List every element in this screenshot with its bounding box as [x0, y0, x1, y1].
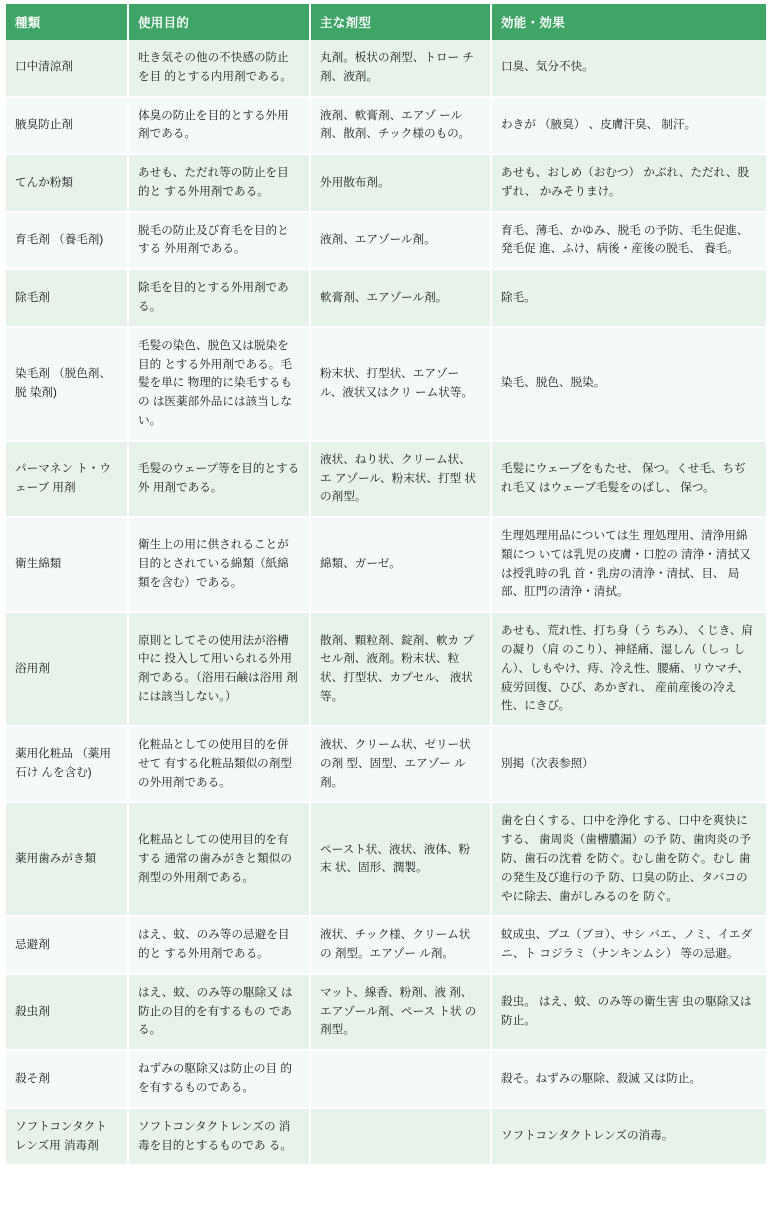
cell-effect: 口臭、気分不快。	[491, 40, 766, 97]
table-row	[6, 269, 766, 327]
table-header	[6, 4, 766, 40]
cell-purpose: はえ、蚊、のみ等の忌避を目的と する外用剤である。	[128, 916, 310, 974]
cell-purpose: あせも、ただれ等の防止を目的と する外用剤である。	[128, 154, 310, 212]
column-header-purpose: 使用目的	[128, 4, 310, 40]
cell-effect: 歯を白くする、口中を浄化 する、口中を爽快にする、 歯周炎（歯槽膿漏）の予 防、歯肉炎の予防、歯石の沈着 を防ぐ。むし歯を防ぐ。むし 歯の発生及び進行の予 防、口臭の防止、タバコのやに除去、歯がしみるのを 防ぐ。	[491, 802, 766, 916]
cell-form: 丸剤。板状の剤型、トロー チ剤、液剤。	[310, 40, 491, 97]
cell-effect: 蚊成虫、ブユ（ブヨ）、サシ バエ、ノミ、イエダニ、ト コジラミ（ナンキンムシ） 等の忌避。	[491, 916, 766, 974]
cell-form: 散剤、顆粒剤、錠剤、軟カ プセル剤、液剤。粉末状、粒状、打型状、カプセル、 液状等。	[310, 612, 491, 726]
table-row	[6, 1050, 766, 1108]
cell-form: マット、線香、粉剤、液 剤、エアゾール剤、ペース ト状 の剤型。	[310, 974, 491, 1050]
cell-purpose: 毛髪のウェープ等を目的とする外 用剤である。	[128, 441, 310, 517]
cell-purpose: ねずみの駆除又は防止の目 的を有するものである。	[128, 1050, 310, 1108]
cell-type: ソフトコンタクト レンズ用 消毒剤	[6, 1108, 128, 1166]
cell-effect: 毛髪にウェーブをもたせ、 保つ。くせ毛、ちぢれ毛又 はウェーブ毛髪をのばし、 保つ。	[491, 441, 766, 517]
table-row	[6, 154, 766, 212]
column-header-effect: 効能・効果	[491, 4, 766, 40]
cell-form: 綿類、ガーゼ。	[310, 517, 491, 612]
cell-form: 液状、ねり状、クリーム状、エ アゾール、粉末状、打型 状の剤型。	[310, 441, 491, 517]
cell-effect: 除毛。	[491, 269, 766, 327]
cell-effect: 生理処理用品については生 理処理用、清浄用綿類につ いては乳児の皮膚・口腔の 清浄・清拭又は授乳時の乳 首・乳房の清浄・清拭、目、 局部、肛門の清浄・清拭。	[491, 517, 766, 612]
table-header-row	[6, 4, 766, 40]
table-row	[6, 327, 766, 441]
table-row	[6, 974, 766, 1050]
cell-effect: 殺そ。ねずみの駆除、殺滅 又は防止。	[491, 1050, 766, 1108]
cell-type: てんか粉類	[6, 154, 128, 212]
cell-type: 衛生綿類	[6, 517, 128, 612]
table-row	[6, 40, 766, 97]
cell-form: 液状、クリーム状、ゼリー状の剤 型、固型、エアゾー ル剤。	[310, 726, 491, 802]
cell-purpose: 脱毛の防止及び育毛を目的とする 外用剤である。	[128, 212, 310, 270]
cell-effect: あせも、荒れ性、打ち身（う ちみ）、くじき、肩の凝り（肩 のこり）、神経痛、湿しん（しっ しん）、しもやけ、痔、冷え性、腰痛、リウマチ、 疲労回復、ひび、あかぎれ、 産前産後の冷え性、にきび。	[491, 612, 766, 726]
cell-purpose: 原則としてその使用法が浴槽中に 投入して用いられる外用 剤である。（浴用石鹸は浴用 剤には該当しない。）	[128, 612, 310, 726]
cell-type: 薬用化粧品 （薬用石け んを含む)	[6, 726, 128, 802]
cell-purpose: 衛生上の用に供されることが 目的とされている綿類（紙綿 類を含む）である。	[128, 517, 310, 612]
column-header-form: 主な剤型	[310, 4, 491, 40]
cell-effect: わきが （腋臭） 、皮膚汗臭、 制汗。	[491, 97, 766, 155]
cell-form: 液剤、エアゾール剤。	[310, 212, 491, 270]
drug-category-table	[6, 4, 766, 1166]
cell-effect: 染毛、脱色、脱染。	[491, 327, 766, 441]
cell-form: 軟膏剤、エアゾール剤。	[310, 269, 491, 327]
cell-form	[310, 1108, 491, 1166]
cell-form: 液剤、軟膏剤、エアゾ ール 剤、散剤、チック様のもの。	[310, 97, 491, 155]
cell-form: 液状、チック様、クリーム状の 剤型。エアゾー ル剤。	[310, 916, 491, 974]
cell-effect: 育毛、薄毛、かゆみ、脱毛 の予防、毛生促進、発毛促 進、ふけ、病後・産後の脱毛、 養毛。	[491, 212, 766, 270]
column-header-type: 種類	[6, 4, 128, 40]
table-row	[6, 441, 766, 517]
cell-purpose: 除毛を目的とする外用剤であ る。	[128, 269, 310, 327]
table-body	[6, 40, 766, 1165]
cell-purpose: ソフトコンタクトレンズの 消毒を目的とするものであ る。	[128, 1108, 310, 1166]
table-row	[6, 1108, 766, 1166]
table-row	[6, 212, 766, 270]
cell-effect: あせも、おしめ（おむつ） かぶれ、ただれ、股ずれ、 かみそりまけ。	[491, 154, 766, 212]
table-row	[6, 726, 766, 802]
cell-purpose: 化粧品としての使用目的を併せて 有する化粧品類似の剤型 の外用剤である。	[128, 726, 310, 802]
cell-purpose: 毛髪の染色、脱色又は脱染を目的 とする外用剤である。毛髪を単に 物理的に染毛するもの は医薬部外品には該当しな い。	[128, 327, 310, 441]
cell-type: 口中清涼剤	[6, 40, 128, 97]
cell-purpose: 体臭の防止を目的とする外用 剤である。	[128, 97, 310, 155]
cell-type: 育毛剤 （養毛剤)	[6, 212, 128, 270]
table-row	[6, 97, 766, 155]
cell-type: パーマネン ト・ウェーブ 用剤	[6, 441, 128, 517]
cell-effect: 殺虫。 はえ、蚊、のみ等の衛生害 虫の駆除又は防止。	[491, 974, 766, 1050]
cell-form: 粉末状、打型状、エアゾー ル、液状又はクリ ーム状等。	[310, 327, 491, 441]
cell-effect: ソフトコンタクトレンズの消毒。	[491, 1108, 766, 1166]
cell-effect: 別掲（次表参照）	[491, 726, 766, 802]
cell-type: 除毛剤	[6, 269, 128, 327]
cell-type: 浴用剤	[6, 612, 128, 726]
cell-type: 殺虫剤	[6, 974, 128, 1050]
cell-type: 染毛剤 （脱色剤、脱 染剤)	[6, 327, 128, 441]
table-row	[6, 517, 766, 612]
cell-form: ペースト状、液状、液体、粉末 状、固形、潤製。	[310, 802, 491, 916]
cell-type: 殺そ剤	[6, 1050, 128, 1108]
table-row	[6, 612, 766, 726]
cell-type: 忌避剤	[6, 916, 128, 974]
table-row	[6, 802, 766, 916]
cell-purpose: はえ、蚊、のみ等の駆除又 は防止の目的を有するもの であ る。	[128, 974, 310, 1050]
cell-type: 薬用歯みがき類	[6, 802, 128, 916]
cell-purpose: 吐き気その他の不快感の防止を目 的とする内用剤である。	[128, 40, 310, 97]
cell-purpose: 化粧品としての使用目的を有する 通常の歯みがきと類似の 剤型の外用剤である。	[128, 802, 310, 916]
cell-form	[310, 1050, 491, 1108]
cell-type: 腋臭防止剤	[6, 97, 128, 155]
table-row	[6, 916, 766, 974]
cell-form: 外用散布剤。	[310, 154, 491, 212]
